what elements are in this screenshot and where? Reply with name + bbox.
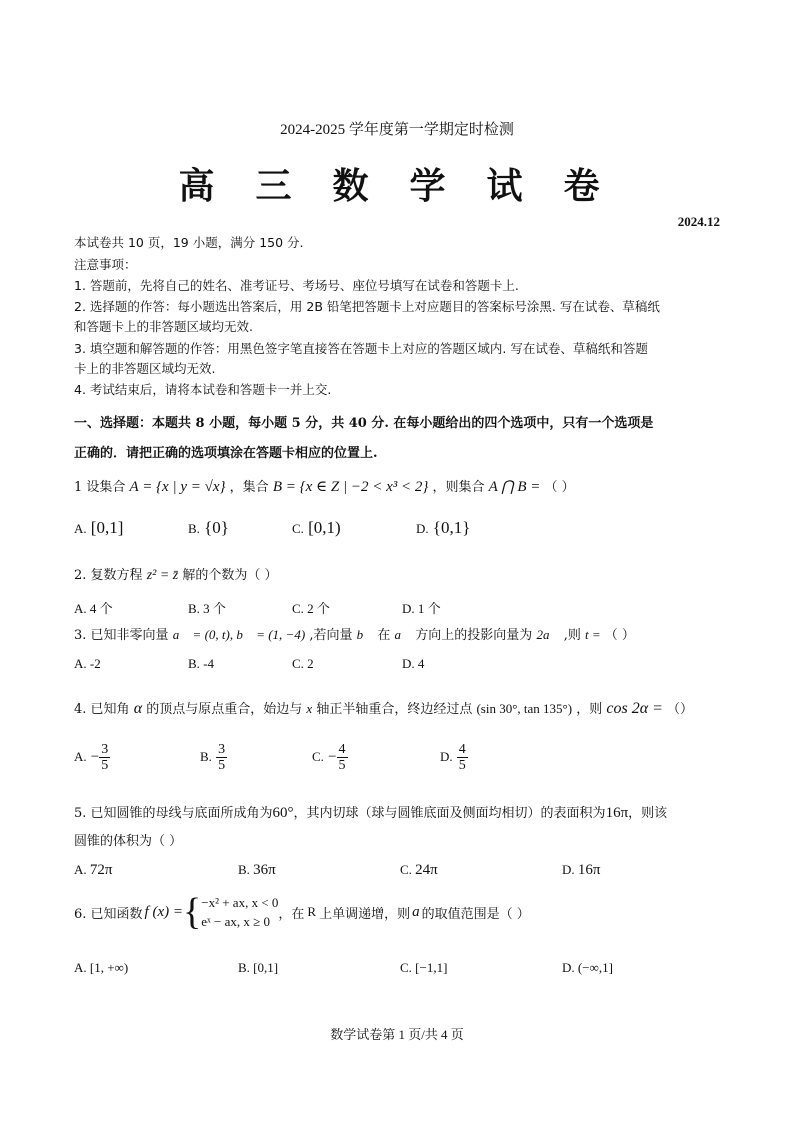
q5-option-d: D. 16π xyxy=(562,862,601,878)
question-1 xyxy=(74,476,575,496)
q3-option-d: D. 4 xyxy=(402,656,425,671)
page-footer: 数学试卷第 1 页/共 4 页 xyxy=(330,1027,464,1042)
exam-title: 高 三 数 学 试 卷 xyxy=(178,166,616,206)
q6-r: R xyxy=(307,904,317,919)
q2-prefix: 2. 复数方程 xyxy=(74,568,143,583)
notice-item-3: 3. 填空题和解答题的作答：用黑色签字笔直接答在答题卡上对应的答题区域内. 写在试卷、草稿纸和答题 xyxy=(74,341,648,356)
q6-option-c: C. [−1,1] xyxy=(400,960,448,975)
q3-paren: （ ） xyxy=(604,628,635,643)
q5-area: 16π xyxy=(605,805,629,821)
q3-vectors: a⃗ = (0, t), b⃗ = (1, −4) xyxy=(172,627,306,642)
q5-angle: 60° xyxy=(272,805,294,821)
section-heading-line1: 一、选择题：本题共 8 小题，每小题 5 分，共 40 分. 在每小题给出的四个选项中，只有一个选项是 xyxy=(74,416,654,431)
q1-paren: （ ） xyxy=(544,480,575,495)
notice-item-1: 1. 答题前，先将自己的姓名、准考证号、考场号、座位号填写在试卷和答题卡上. xyxy=(74,278,519,293)
q2-option-a: A. 4 个 xyxy=(74,601,113,616)
q1-set-a: A = {x | y = √x} xyxy=(129,479,226,495)
notice-heading: 注意事项： xyxy=(74,257,137,272)
question-5-cont: 圆锥的体积为（ ） xyxy=(74,834,183,849)
exam-date: 2024.12 xyxy=(677,214,720,229)
question-6 xyxy=(74,893,530,931)
q5-text-2: ，其内切球（球与圆锥底面及侧面均相切）的表面积为 xyxy=(293,806,606,821)
notice-item-3-cont: 卡上的非答题区域均无效. xyxy=(74,361,216,376)
q3-option-b: B. -4 xyxy=(188,656,214,671)
question-2 xyxy=(74,564,278,584)
q3-projection: 2a⃗ xyxy=(536,627,560,642)
q2-option-c: C. 2 个 xyxy=(292,601,330,616)
q1-prefix: 1 设集合 xyxy=(74,480,126,495)
q3-t: t = xyxy=(584,627,601,642)
q4-text-4: ，则 xyxy=(576,702,603,717)
q1-set-b: B = {x ∈ Z | −2 < x³ < 2} xyxy=(272,479,429,495)
q1-expr: A ⋂ B = xyxy=(488,479,541,495)
q4-option-c: C. − $\frac{4}{5}$ xyxy=(312,742,346,773)
q1-option-c: C. [0,1) xyxy=(292,518,341,537)
notice-summary: 本试卷共 10 页，19 小题，满分 150 分. xyxy=(74,235,304,250)
question-5 xyxy=(74,802,667,822)
q6-mid: ，在 xyxy=(278,906,305,922)
q2-option-d: D. 1 个 xyxy=(402,601,441,616)
q2-tail: 解的个数为（ ） xyxy=(182,568,278,583)
q4-text-3: 轴正半轴重合，终边经过点 xyxy=(316,702,473,717)
q6-case-2: eˣ − ax, x ≥ 0 xyxy=(201,914,270,929)
q1-option-d: D. {0,1} xyxy=(416,518,471,537)
q6-piecewise: { −x² + ax, x < 0 eˣ − ax, x ≥ 0 xyxy=(182,891,279,933)
q4-text-1: 4. 已知角 xyxy=(74,702,130,717)
q3-vector-a: a⃗ xyxy=(394,627,412,642)
q6-option-b: B. [0,1] xyxy=(238,960,279,975)
q6-a: a xyxy=(412,903,420,920)
q5-option-b: B. 36π xyxy=(238,862,276,878)
q5-text-1: 5. 已知圆锥的母线与底面所成角为 xyxy=(74,806,273,821)
q5-option-a: A. 72π xyxy=(74,862,113,878)
q4-option-b: B. $\frac{3}{5}$ xyxy=(200,742,226,773)
q6-case-1: −x² + ax, x < 0 xyxy=(201,895,279,910)
q2-equation: z² = z̄ xyxy=(146,568,179,583)
q3-text-4: 方向上的投影向量为 xyxy=(415,628,533,643)
q3-option-a: A. -2 xyxy=(74,656,101,671)
q6-mid-2: 上单调递增，则 xyxy=(319,906,411,922)
q1-option-a: A. [0,1] xyxy=(74,518,124,537)
section-heading-line2: 正确的．请把正确的选项填涂在答题卡相应的位置上. xyxy=(74,446,378,461)
q6-prefix: 6. 已知函数 xyxy=(74,906,143,922)
notice-item-4: 4. 考试结束后，请将本试卷和答题卡一并上交. xyxy=(74,382,332,397)
q5-text-3: ，则该 xyxy=(628,806,668,821)
notice-item-2: 2. 选择题的作答：每小题选出答案后，用 2B 铅笔把答题卡上对应题目的答案标号涂黑. 写在试卷、草稿纸 xyxy=(74,299,660,314)
q4-x: x xyxy=(306,701,313,716)
question-4 xyxy=(74,698,693,718)
q1-tail: ，则集合 xyxy=(432,480,485,495)
q3-vector-b: b⃗ xyxy=(356,627,374,642)
q3-text-1: 3. 已知非零向量 xyxy=(74,628,169,643)
q1-mid: ，集合 xyxy=(229,480,269,495)
q1-option-b: B. {0} xyxy=(188,518,229,537)
q6-function: f (x) = xyxy=(144,903,183,920)
q3-text-5: ,则 xyxy=(563,628,581,643)
q4-option-d: D. $\frac{4}{5}$ xyxy=(440,742,466,773)
exam-subtitle: 2024-2025 学年度第一学期定时检测 xyxy=(280,122,514,138)
q3-text-3: 在 xyxy=(377,628,391,643)
q6-option-d: D. (−∞,1] xyxy=(562,960,613,975)
q2-option-b: B. 3 个 xyxy=(188,601,226,616)
q6-option-a: A. [1, +∞) xyxy=(74,960,129,975)
q4-point: (sin 30°, tan 135°) xyxy=(476,701,573,716)
q4-cos: cos 2α = xyxy=(606,700,663,717)
q3-text-2: ,若向量 xyxy=(309,628,353,643)
q3-option-c: C. 2 xyxy=(292,656,314,671)
q4-paren: （） xyxy=(667,702,694,717)
question-3 xyxy=(74,624,635,643)
q6-tail: 的取值范围是（ ） xyxy=(421,906,530,922)
notice-item-2-cont: 和答题卡上的非答题区域均无效. xyxy=(74,319,253,334)
q4-option-a: A. − $\frac{3}{5}$ xyxy=(74,742,109,773)
q5-option-c: C. 24π xyxy=(400,862,438,878)
q4-text-2: 的顶点与原点重合，始边与 xyxy=(146,702,303,717)
q4-alpha: α xyxy=(133,700,143,717)
